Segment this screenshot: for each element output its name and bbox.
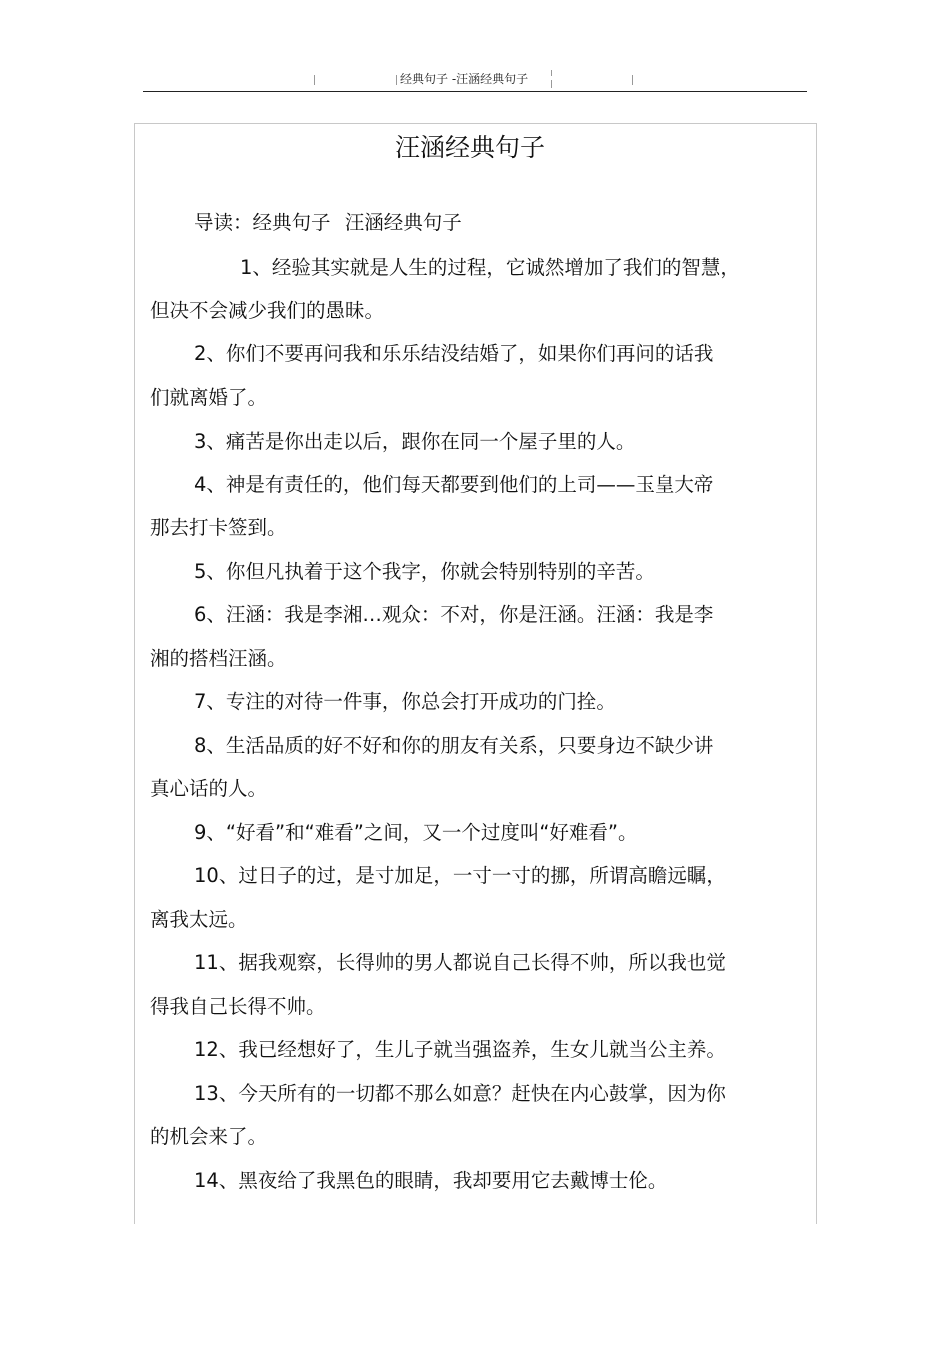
list-item: 的机会来了。 <box>150 1125 268 1148</box>
list-item: 5、你但凡执着于这个我字，你就会特别特别的辛苦。 <box>194 560 655 583</box>
list-item: 3、痛苦是你出走以后，跟你在同一个屋子里的人。 <box>194 430 636 453</box>
header-tick <box>551 80 552 88</box>
list-item: 10、过日子的过，是寸加足，一寸一寸的挪，所谓高瞻远瞩， <box>194 864 726 887</box>
list-item: 湘的搭档汪涵。 <box>150 647 287 670</box>
header-tick <box>632 75 633 85</box>
page-title: 汪涵经典句子 <box>394 133 545 162</box>
list-item: 2、你们不要再问我和乐乐结没结婚了，如果你们再问的话我 <box>194 342 714 365</box>
list-item: 们就离婚了。 <box>150 386 268 409</box>
header-tick <box>551 70 552 76</box>
list-item: 真心话的人。 <box>150 777 268 800</box>
header-tick <box>396 75 397 85</box>
header-text: 经典句子 -汪涵经典句子 <box>400 72 529 86</box>
list-item: 得我自己长得不帅。 <box>150 995 326 1018</box>
list-item: 离我太远。 <box>150 908 248 931</box>
list-item: 1、经验其实就是人生的过程，它诚然增加了我们的智慧， <box>240 256 740 279</box>
intro-line: 导读：经典句子 汪涵经典句子 <box>194 211 462 234</box>
list-item: 9、“好看”和“难看”之间，又一个过度叫“好难看”。 <box>194 821 638 844</box>
list-item: 4、神是有责任的，他们每天都要到他们的上司——玉皇大帝 <box>194 473 714 496</box>
list-item: 6、汪涵：我是李湘…观众：不对，你是汪涵。汪涵：我是李 <box>194 603 714 626</box>
list-item: 那去打卡签到。 <box>150 516 287 539</box>
list-item: 8、生活品质的好不好和你的朋友有关系，只要身边不缺少讲 <box>194 734 714 757</box>
list-item: 但决不会减少我们的愚昧。 <box>150 299 385 322</box>
header-rule <box>143 91 807 92</box>
list-item: 14、黑夜给了我黑色的眼睛，我却要用它去戴博士伦。 <box>194 1169 668 1192</box>
list-item: 11、据我观察，长得帅的男人都说自己长得不帅，所以我也觉 <box>194 951 726 974</box>
list-item: 12、我已经想好了，生儿子就当强盗养，生女儿就当公主养。 <box>194 1038 726 1061</box>
list-item: 13、今天所有的一切都不那么如意？赶快在内心鼓掌，因为你 <box>194 1082 726 1105</box>
list-item: 7、专注的对待一件事，你总会打开成功的门拴。 <box>194 690 616 713</box>
header-tick <box>314 75 315 85</box>
